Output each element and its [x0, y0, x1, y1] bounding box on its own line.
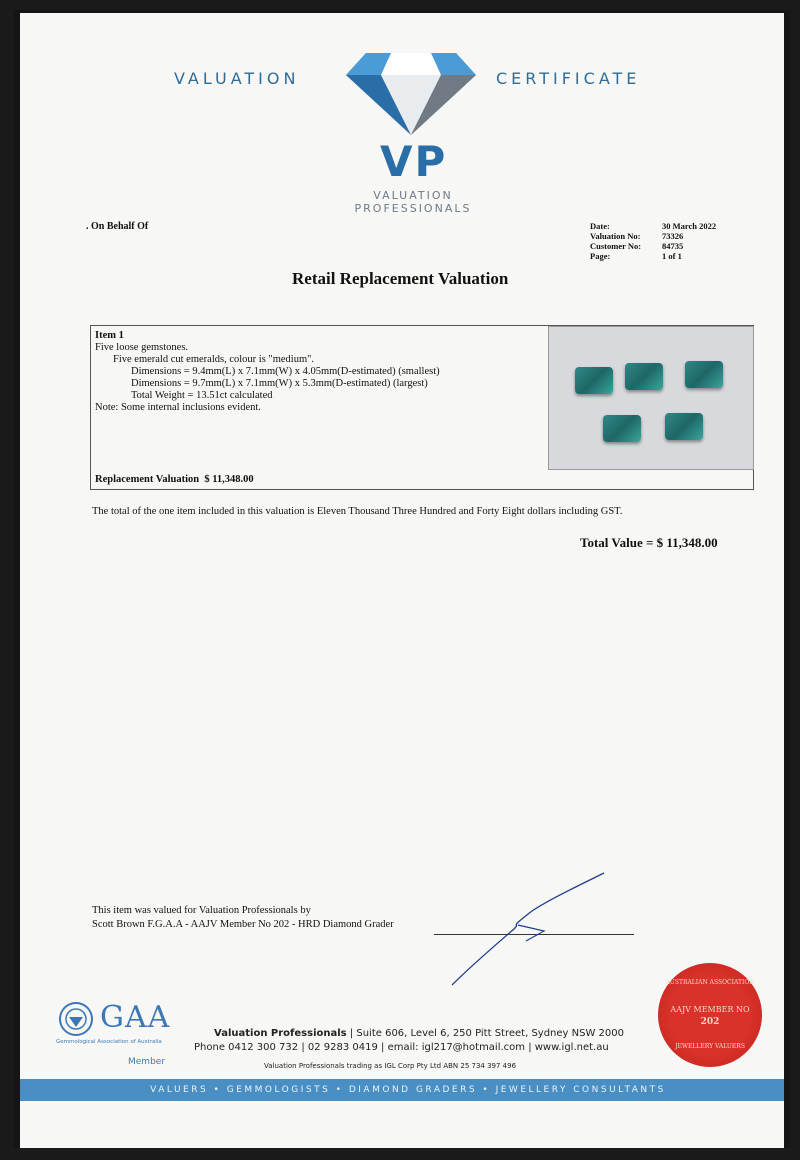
item-line1: Five loose gemstones. — [95, 342, 189, 353]
valuation-no-label: Valuation No: — [590, 231, 641, 241]
emerald-3 — [685, 361, 723, 388]
customer-no-label: Customer No: — [590, 241, 642, 251]
header-left-word: VALUATION — [174, 69, 300, 88]
seal-number: 202 — [700, 1017, 720, 1027]
seal-bottom: JEWELLERY VALUERS — [675, 1043, 745, 1050]
logo-vp: VP — [380, 137, 448, 186]
replacement-value: $ 11,348.00 — [204, 474, 254, 485]
item-line5: Total Weight = 13.51ct calculated — [131, 390, 273, 401]
logo-subtitle — [340, 189, 486, 215]
meta-table — [590, 221, 716, 261]
gemstones-photo — [548, 326, 754, 470]
page-label: Page: — [590, 251, 611, 261]
valuation-no-value: 73326 — [662, 231, 684, 241]
replacement-label: Replacement Valuation — [95, 474, 200, 485]
gaa-logo-text: GAA — [100, 1000, 171, 1035]
header-right-word: CERTIFICATE — [496, 69, 641, 88]
replacement-valuation — [95, 474, 254, 486]
customer-no-value: 84735 — [662, 241, 684, 251]
seal-mid: AAJV MEMBER NO — [670, 1005, 750, 1014]
item-line4: Dimensions = 9.7mm(L) x 7.1mm(W) x 5.3mm(D-estimated) (largest) — [131, 378, 428, 389]
services-band: VALUERS • GEMMOLOGISTS • DIAMOND GRADERS • JEWELLERY CONSULTANTS — [20, 1079, 790, 1101]
diamond-logo-icon — [346, 53, 476, 135]
emerald-4 — [603, 415, 641, 442]
signature-line2: Scott Brown F.G.A.A - AAJV Member No 202 - HRD Diamond Grader — [92, 919, 394, 930]
footer-trading: Valuation Professionals trading as IGL Corp Pty Ltd ABN 25 734 397 496 — [264, 1062, 517, 1070]
aajv-seal — [658, 963, 762, 1067]
signature-scribble — [440, 871, 610, 991]
item-line3: Dimensions = 9.4mm(L) x 7.1mm(W) x 4.05mm(D-estimated) (smallest) — [131, 366, 440, 377]
footer-contact: Phone 0412 300 732 | 02 9283 0419 | email: igl217@hotmail.com | www.igl.net.au — [194, 1042, 609, 1053]
footer-address — [214, 1028, 624, 1039]
date-value: 30 March 2022 — [662, 221, 717, 231]
gaa-emblem-icon — [58, 1001, 94, 1037]
item-heading: Item 1 — [95, 330, 124, 341]
date-label: Date: — [590, 221, 610, 231]
footer-company: Valuation Professionals — [214, 1028, 347, 1039]
footer-address-text: | Suite 606, Level 6, 250 Pitt Street, Sydney NSW 2000 — [346, 1028, 624, 1039]
total-value: Total Value = $ 11,348.00 — [580, 535, 718, 550]
signature-line1: This item was valued for Valuation Professionals by — [92, 905, 311, 916]
on-behalf-of: . On Behalf Of — [86, 221, 149, 232]
logo-sub-line1: VALUATION — [373, 189, 453, 202]
emerald-1 — [575, 367, 613, 394]
item-line2: Five emerald cut emeralds, colour is "medium". — [113, 354, 315, 365]
total-sentence: The total of the one item included in this valuation is Eleven Thousand Three Hundred and Forty Eight dollars including GST. — [92, 506, 623, 517]
emerald-5 — [665, 413, 703, 440]
gaa-subtitle: Gemmological Association of Australia — [56, 1039, 162, 1045]
gaa-member: Member — [128, 1057, 166, 1067]
seal-top: AUSTRALIAN ASSOCIATION — [665, 979, 755, 986]
logo-sub-line2: PROFESSIONALS — [354, 202, 472, 215]
document-title: Retail Replacement Valuation — [292, 269, 509, 288]
page-value: 1 of 1 — [662, 251, 682, 261]
emerald-2 — [625, 363, 663, 390]
item-note: Note: Some internal inclusions evident. — [95, 402, 261, 413]
certificate-page — [14, 10, 790, 1148]
